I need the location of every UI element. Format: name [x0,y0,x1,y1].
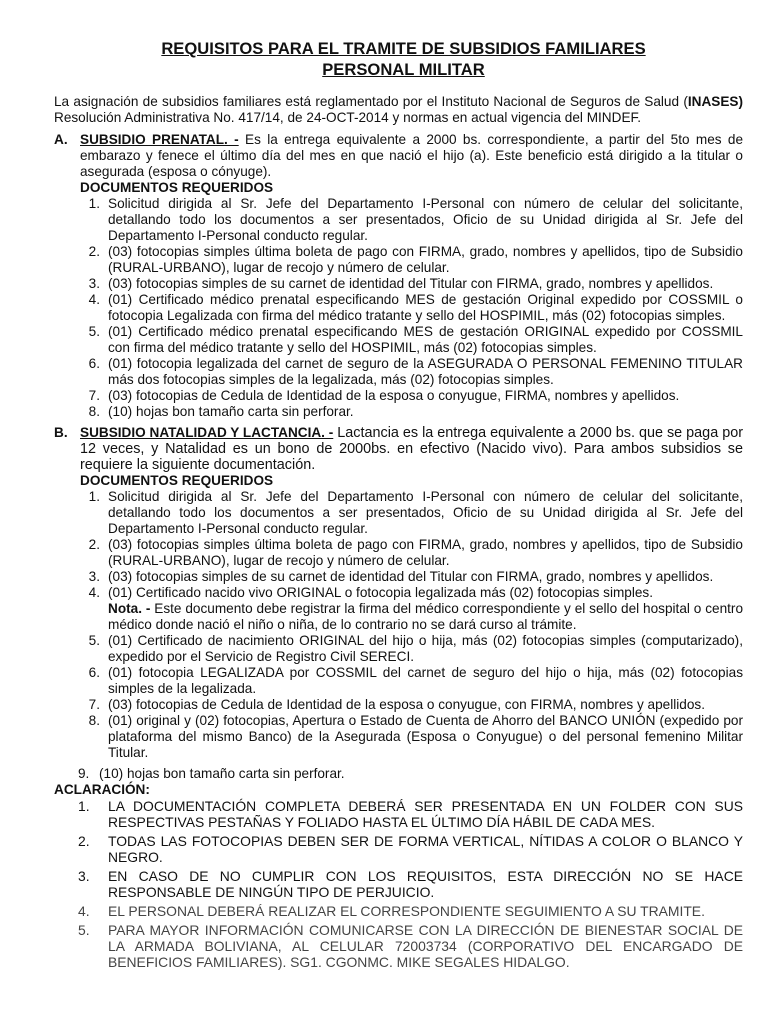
list-item [54,833,743,865]
list-item [80,244,743,276]
item-text: (01) Certificado de nacimiento ORIGINAL del hijo o hija, más (02) fotocopias simples (computarizado), expedido por el Servicio de Registro Civil SERECI. [108,633,743,664]
section-a-docs-heading: DOCUMENTOS REQUERIDOS [80,180,274,195]
section-subsidio-prenatal [54,132,743,420]
item-text: (03) fotocopias simples de su carnet de identidad del Titular con FIRMA, grado, nombres y apellidos. [108,569,714,584]
list-item [80,292,743,324]
intro-bold-inases: INASES) [687,94,743,109]
item-text: (10) hojas bon tamaño carta sin perforar. [99,766,345,781]
item-text: (01) original y (02) fotocopias, Apertura o Estado de Cuenta de Ahorro del BANCO UNIÓN (expedido por plataforma del mismo Banco) de la Asegurada (Esposa o Conyugue) o del personal femenino Militar Titular. [108,713,743,760]
item-text: EN CASO DE NO CUMPLIR CON LOS REQUISITOS, ESTA DIRECCIÓN NO SE HACE RESPONSABLE DE NINGÚN TIPO DE PERJUICIO. [108,868,743,900]
item-number: 1. [78,798,90,814]
item-text: Solicitud dirigida al Sr. Jefe del Departamento I-Personal con número de celular del solicitante, detallando todo los documentos a ser presentados, Oficio de su Unidad dirigida al Sr. Jefe del Departamento I-Personal conducto regular. [108,196,743,243]
item-number: 8. [88,713,100,728]
list-item [80,404,743,420]
item-number: 3. [88,569,100,584]
list-item [54,922,743,970]
aclaracion-heading: ACLARACIÓN: [54,782,150,797]
list-item [80,633,743,665]
note-text: Este documento debe registrar la firma del médico correspondiente y el sello del hospital o centro médico donde nació el niño o niña, de lo contrario no se dará curso al trámite. [108,601,744,632]
section-letter-a: A. [54,132,68,147]
section-a-heading: SUBSIDIO PRENATAL. - [80,132,239,147]
intro-text-2: Resolución Administrativa No. 417/14, de 24-OCT-2014 y normas en actual vigencia del MINDEF. [54,110,642,125]
item-number: 2. [88,537,100,552]
item-number: 2. [78,833,90,849]
list-item [80,585,743,633]
section-b-text: Lactancia es la entrega equivalente a 2000 bs. que se paga por 12 veces, y Natalidad es un bono de 2000bs. en efectivo (Nacido vivo). Para ambos subsidios se requiere la siguiente documentación. [80,425,743,473]
section-subsidio-natalidad-lactancia [54,425,743,761]
item-number: 1. [88,489,100,504]
item-text: PARA MAYOR INFORMACIÓN COMUNICARSE CON LA DIRECCIÓN DE BIENESTAR SOCIAL DE LA ARMADA BOLIVIANA, AL CELULAR 72003734 (CORPORATIVO DEL ENCARGADO DE BENEFICIOS FAMILIARES). SG1. CGONMC. MIKE SEGALES HIDALGO. [108,922,743,970]
item-number: 4. [88,292,100,307]
item-text: (03) fotocopias de Cedula de Identidad de la esposa o conyugue, con FIRMA, nombres y apellidos. [108,697,705,712]
item-text: (03) fotocopias simples de su carnet de identidad del Titular con FIRMA, grado, nombres y apellidos. [108,276,714,291]
section-b-heading: SUBSIDIO NATALIDAD Y LACTANCIA. - [80,425,334,440]
aclaracion-list [54,798,743,970]
item-number: 3. [78,868,90,884]
list-item [80,537,743,569]
item-number: 3. [88,276,100,291]
title-line-1: REQUISITOS PARA EL TRAMITE DE SUBSIDIOS FAMILIARES [161,39,646,58]
list-item [80,388,743,404]
item-text: EL PERSONAL DEBERÁ REALIZAR EL CORRESPONDIENTE SEGUIMIENTO A SU TRAMITE. [108,903,705,919]
item-number: 4. [78,903,90,919]
list-item [80,713,743,761]
list-item [54,798,743,830]
section-a-description [80,132,743,180]
list-item [80,324,743,356]
item-number: 5. [88,633,100,648]
item-note [108,601,743,633]
item-text: (03) fotocopias simples última boleta de pago con FIRMA, grado, nombres y apellidos, tipo de Subsidio (RURAL-URBANO), lugar de recojo y número de celular. [108,537,743,568]
item-number: 2. [88,244,100,259]
intro-text-1: La asignación de subsidios familiares está reglamentado por el Instituto Nacional de Seguros de Salud ( [54,94,688,109]
section-b-docs-heading: DOCUMENTOS REQUERIDOS [80,473,274,488]
item-text: TODAS LAS FOTOCOPIAS DEBEN SER DE FORMA VERTICAL, NÍTIDAS A COLOR O BLANCO Y NEGRO. [108,833,743,865]
list-item [80,665,743,697]
item-number: 7. [88,388,100,403]
item-text: LA DOCUMENTACIÓN COMPLETA DEBERÁ SER PRESENTADA EN UN FOLDER CON SUS RESPECTIVAS PESTAÑAS Y FOLIADO HASTA EL ÚLTIMO DÍA HÁBIL DE CADA MES. [108,798,743,830]
item-text: Solicitud dirigida al Sr. Jefe del Departamento I-Personal con número de celular del solicitante, detallando todo los documentos a ser presentados, Oficio de su Unidad dirigida al Sr. Jefe del Departamento I-Personal conducto regular. [108,489,743,536]
list-item [54,868,743,900]
item-text: (01) Certificado nacido vivo ORIGINAL o fotocopia legalizada más (02) fotocopias simples. [108,585,654,600]
list-item [80,356,743,388]
section-a-text: Es la entrega equivalente a 2000 bs. correspondiente, a partir del 5to mes de embarazo y fenece el último día del mes en que nació el hijo (a). Este beneficio está dirigido a la titular o asegurada (esposa o cónyuge). [80,132,744,179]
item-text: (03) fotocopias simples última boleta de pago con FIRMA, grado, nombres y apellidos, tipo de Subsidio (RURAL-URBANO), lugar de recojo y número de celular. [108,244,743,275]
item-number: 4. [88,585,100,600]
list-item [80,697,743,713]
item-number: 7. [88,697,100,712]
item-number: 5. [88,324,100,339]
item-number: 8. [88,404,100,419]
list-item [80,196,743,244]
note-label: Nota. - [108,601,151,616]
item-text: (03) fotocopias de Cedula de Identidad de la esposa o conyugue, FIRMA, nombres y apellidos. [108,388,680,403]
list-item [54,903,743,919]
title-line-2: PERSONAL MILITAR [322,60,485,79]
item-text: (01) fotocopia legalizada del carnet de seguro de la ASEGURADA O PERSONAL FEMENINO TITULAR más dos fotocopias simples de la legalizada, más (02) fotocopias simples. [108,356,743,387]
item-number: 6. [88,665,100,680]
item-text: (01) Certificado médico prenatal especificando MES de gestación Original expedido por COSSMIL o fotocopia Legalizada con firma del médico tratante y sello del HOSPIMIL, más (02) fotocopias simples. [108,292,743,323]
list-item [80,276,743,292]
item-text: (01) fotocopia LEGALIZADA por COSSMIL del carnet de seguro del hijo o hija, más (02) fotocopias simples de la legalizada. [108,665,743,696]
section-letter-b: B. [54,425,68,440]
item-text: (10) hojas bon tamaño carta sin perforar. [108,404,354,419]
list-item [80,569,743,585]
list-item [80,489,743,537]
section-b-extra-item [54,766,743,782]
item-number: 1. [88,196,100,211]
item-text: (01) Certificado médico prenatal especificando MES de gestación ORIGINAL expedido por COSSMIL con firma del médico tratante y sello del HOSPIMIL, más (02) fotocopias simples. [108,324,743,355]
section-a-requirements-list [80,196,743,420]
intro-paragraph [54,94,743,126]
section-b-description [80,425,743,473]
page-title [54,38,743,80]
item-number: 6. [88,356,100,371]
item-number: 5. [78,922,90,938]
section-b-requirements-list [80,489,743,761]
item-number: 9. [78,766,90,781]
